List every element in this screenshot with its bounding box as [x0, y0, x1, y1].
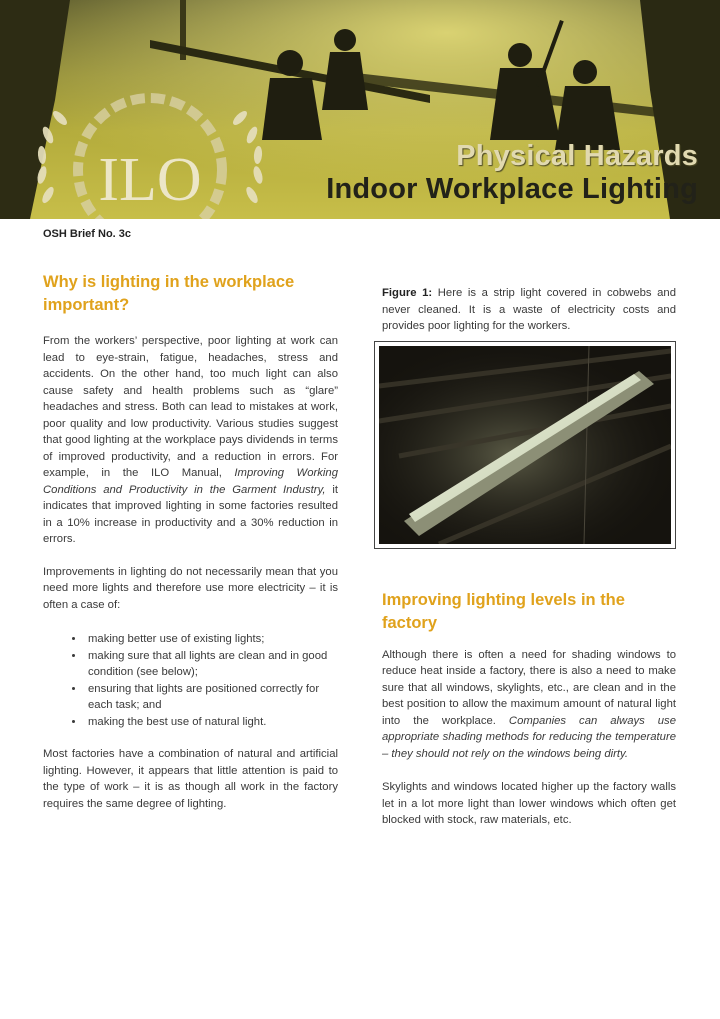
- section1-heading: Why is lighting in the workplace important?: [43, 273, 295, 314]
- figure1-caption: Figure 1: Here is a strip light covered in cobwebs and never cleaned. It is a waste of electricity costs and provides poor lighting for the workers.: [382, 287, 676, 332]
- brief-number: OSH Brief No. 3c: [43, 228, 132, 240]
- banner-title-physical-hazards: Physical Hazards: [456, 140, 698, 172]
- left-column: [43, 271, 338, 812]
- list-item: • ensuring that lights are positioned correctly for each task; and: [85, 681, 338, 714]
- banner-title-indoor-lighting: Indoor Workplace Lighting: [326, 173, 698, 205]
- figure1-frame: [374, 341, 676, 549]
- strip-light-photo: [379, 346, 671, 544]
- right-column: [382, 285, 676, 829]
- improvement-list: [43, 631, 338, 730]
- ilo-logo-text: ILO: [98, 146, 202, 214]
- section2-heading: Improving lighting levels in the factory: [382, 590, 625, 632]
- section1-paragraph-2: Improvements in lighting do not necessarily mean that you need more lights and therefore use more electricity – it is often a case of:: [43, 565, 338, 611]
- list-item: • making better use of existing lights;: [85, 631, 338, 648]
- section1-paragraph-3: Most factories have a combination of natural and artificial lighting. However, it appears that little attention is paid to the type of work – it is as though all work in the factory requires the same degree of lighting.: [43, 748, 338, 810]
- list-item: • making the best use of natural light.: [85, 714, 338, 731]
- section1-paragraph-1: From the workers’ perspective, poor lighting at work can lead to eye-strain, fatigue, headaches, stress and accidents. On the other hand, too much light can also cause safety and health problems such as “glare” headaches and stress. Both can lead to mistakes at work, poor quality and low productivity. Various studies suggest that good lighting at the workplace pays dividends in terms of improved productivity, and a reduction in errors. For example, in the ILO Manual, Improving Working Conditions and Productivity in the Garment Industry, it indicates that improved lighting in some factories resulted in a 10% increase in productivity and a 30% reduction in errors.: [43, 335, 338, 545]
- list-item: • making sure that all lights are clean and in good condition (see below);: [85, 648, 338, 681]
- section2-paragraph-1: Although there is often a need for shading windows to reduce heat inside a factory, there is also a need to make sure that all windows, skylights, etc., are clean and in the best position to allow the maximum amount of natural light into the workplace. Companies can always use appropriate shading methods for reducing the temperature – they should not rely on the windows being dirty.: [382, 648, 676, 760]
- header-banner: [0, 0, 720, 219]
- section2-paragraph-2: Skylights and windows located higher up the factory walls let in a lot more light than lower windows which often get blocked with stock, raw materials, etc.: [382, 781, 676, 826]
